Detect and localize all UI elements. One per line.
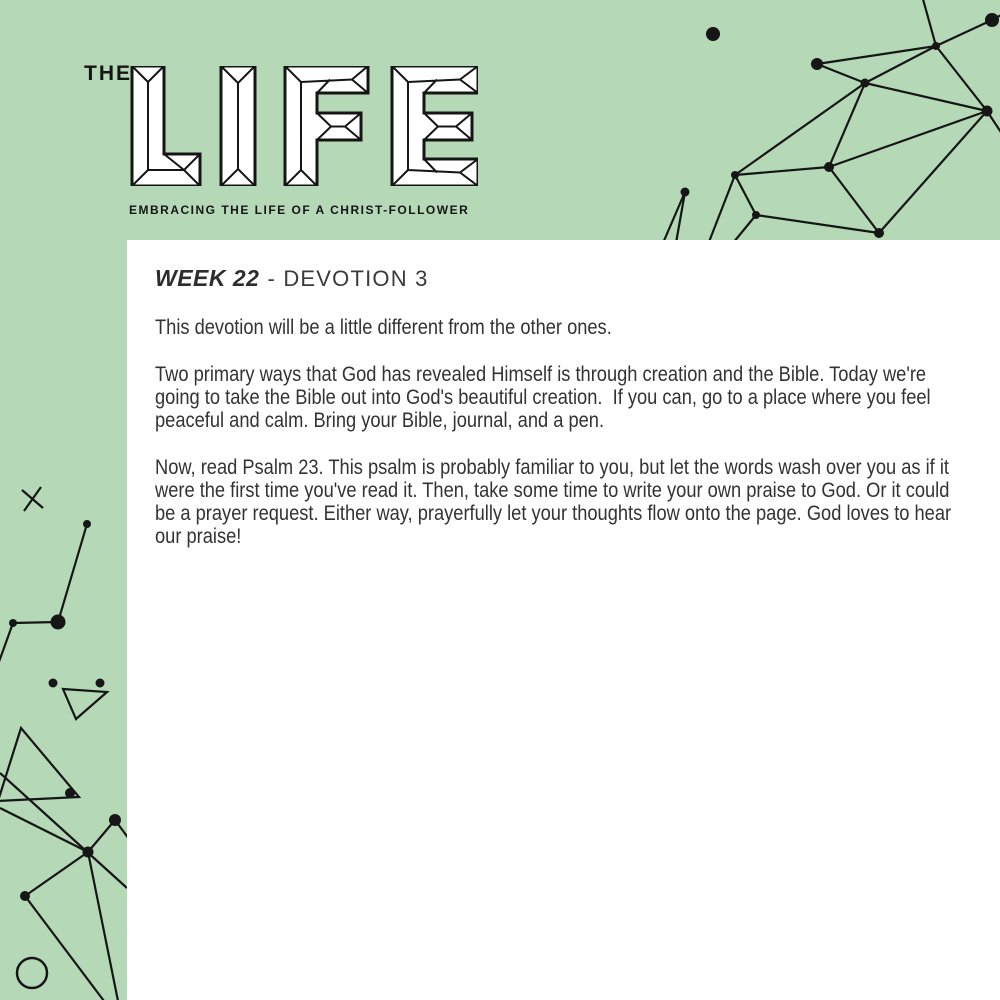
devotion-paragraph: Two primary ways that God has revealed Himself is through creation and the Bible. Today we're going to take the Bible out into God's beautiful creation. If you can, go to a place where you feel peaceful and calm. Bring your Bible, journal, and a pen.: [155, 362, 936, 432]
logo-letter-l: [132, 66, 200, 186]
logo-life-wordmark: [130, 66, 478, 186]
triangle-decoration-large: [0, 728, 79, 801]
cross-mark: [22, 487, 43, 511]
devotion-body: [155, 316, 971, 548]
triangle-decoration-small: [49, 679, 108, 720]
logo-letter-e: [392, 66, 478, 186]
page-title: [155, 265, 1000, 292]
logo-letter-f: [285, 66, 368, 186]
devotion-paragraph: Now, read Psalm 23. This psalm is probably familiar to you, but let the words wash over you as if it were the first time you've read it. Then, take some time to write your own praise to God. Or it could be a prayer request. Either way, prayerfully let your thoughts flow onto the page. God loves to hear our praise!: [155, 455, 957, 548]
content-panel: [127, 240, 1000, 1000]
logo-letter-i: [221, 66, 255, 186]
logo-tagline: EMBRACING THE LIFE OF A CHRIST-FOLLOWER: [129, 203, 470, 217]
circle-decoration: [17, 958, 47, 988]
devotion-paragraph: This devotion will be a little different from the other ones.: [155, 315, 612, 339]
logo-the-label: THE: [84, 62, 132, 85]
constellation-top-right: [663, 0, 1000, 247]
devotion-label: - DEVOTION 3: [267, 266, 429, 291]
constellation-left: [0, 520, 91, 670]
week-label: WEEK 22: [155, 265, 260, 291]
